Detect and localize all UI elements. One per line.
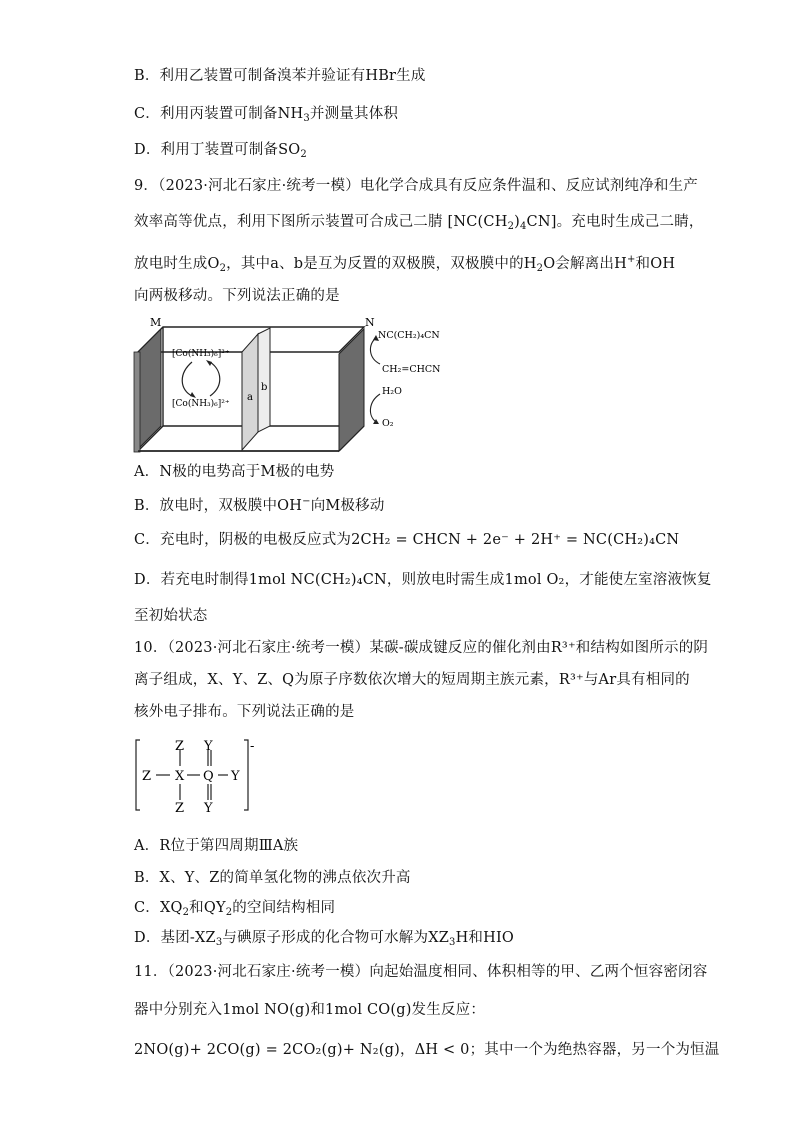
q10-anion-structure <box>130 736 270 816</box>
product-oxygen: O₂ <box>382 418 394 429</box>
q9-stem-line-2: 效率高等优点，利用下图所示装置可合成己二腈 $[NC(CH_2)_4CN]$。充电时生成己二睛， <box>134 214 704 232</box>
q10-stem-line-1: 10．（2023·河北石家庄·统考一模）某碳-碳成键反应的催化剂由R³⁺和结构如图所示的阴 <box>134 640 709 656</box>
q10-option-b: B．X、Y、Z的简单氢化物的沸点依次升高 <box>134 870 411 886</box>
arrow-icon <box>370 338 380 364</box>
q10-option-a: A．R位于第四周期ⅢA族 <box>134 838 299 854</box>
q8-option-b: B．利用乙装置可制备溴苯并验证有HBr生成 <box>134 68 426 84</box>
q10-option-d: D．基团$-XZ_3$与碘原子形成的化合物可水解为$XZ_3H$和HIO <box>134 930 514 948</box>
q11-stem-line-2: 器中分别充入1mol NO(g)和1mol CO(g)发生反应： <box>134 1002 486 1018</box>
reactant-water: H₂O <box>382 386 402 397</box>
q8-option-d: D．利用丁装置可制备$SO_2$ <box>134 142 307 160</box>
q9-option-d-line-2: 至初始状态 <box>134 608 208 624</box>
anion-charge: - <box>250 739 255 754</box>
q9-cell-figure <box>130 314 460 456</box>
atom-x: X <box>175 769 185 784</box>
q11-stem-line-3: 2NO(g)+ 2CO(g) = 2CO₂(g)+ N₂(g)，ΔH < 0；其中一个为绝热容器，另一个为恒温 <box>134 1042 720 1058</box>
q10-stem-line-3: 核外电子排布。下列说法正确的是 <box>134 704 355 720</box>
atom-y-top: Y <box>204 739 213 754</box>
atom-z-bottom: Z <box>175 801 185 816</box>
cobalt-complex-3plus: [Co(NH₃)₆]³⁺ <box>172 349 230 359</box>
q9-option-d-line-1: D．若充电时制得1mol NC(CH₂)₄CN，则放电时需生成1mol O₂，才能使左室溶液恢复 <box>134 572 712 588</box>
label-b: b <box>261 382 268 393</box>
label-m: M <box>150 316 162 329</box>
cycle-arrow-icon <box>182 362 192 396</box>
q9-stem-line-3: 放电时生成$O_2$，其中a、b是互为反置的双极膜，双极膜中的$H_2O$会解离出H+和OH <box>134 254 676 274</box>
q9-stem-line-1: 9．（2023·河北石家庄·统考一模）电化学合成具有反应条件温和、反应试剂纯净和生产 <box>134 178 698 194</box>
q11-stem-line-1: 11．（2023·河北石家庄·统考一模）向起始温度相同、体积相等的甲、乙两个恒容密闭容 <box>134 964 708 980</box>
atom-y-right: Y <box>231 769 240 784</box>
arrow-icon <box>370 394 380 422</box>
label-a: a <box>247 392 253 403</box>
q9-option-b: B．放电时，双极膜中OH−向M极移动 <box>134 496 385 514</box>
q8-option-c: C．利用丙装置可制备$NH_3$并测量其体积 <box>134 106 399 124</box>
membrane-b <box>258 328 270 432</box>
atom-q: Q <box>203 769 214 784</box>
q9-stem-line-4: 向两极移动。下列说法正确的是 <box>134 288 340 304</box>
q9-option-c: C．充电时，阴极的电极反应式为2CH₂ = CHCN + 2e⁻ + 2H⁺ = NC(CH₂)₄CN <box>134 532 680 548</box>
label-n: N <box>365 316 375 329</box>
q10-option-c: C．$XQ_2$和$QY_2$的空间结构相同 <box>134 900 336 918</box>
reactant-acrylonitrile: CH₂=CHCN <box>382 364 441 375</box>
q9-option-a: A．N极的电势高于M极的电势 <box>134 464 335 480</box>
atom-z-top: Z <box>175 739 185 754</box>
atom-y-bottom: Y <box>204 801 213 816</box>
atom-z-left: Z <box>142 769 152 784</box>
product-adiponitrile: NC(CH₂)₄CN <box>378 330 440 341</box>
cobalt-complex-2plus: [Co(NH₃)₆]²⁺ <box>172 399 230 409</box>
q10-stem-line-2: 离子组成，X、Y、Z、Q为原子序数依次增大的短周期主族元素，R³⁺与Ar具有相同的 <box>134 672 690 688</box>
